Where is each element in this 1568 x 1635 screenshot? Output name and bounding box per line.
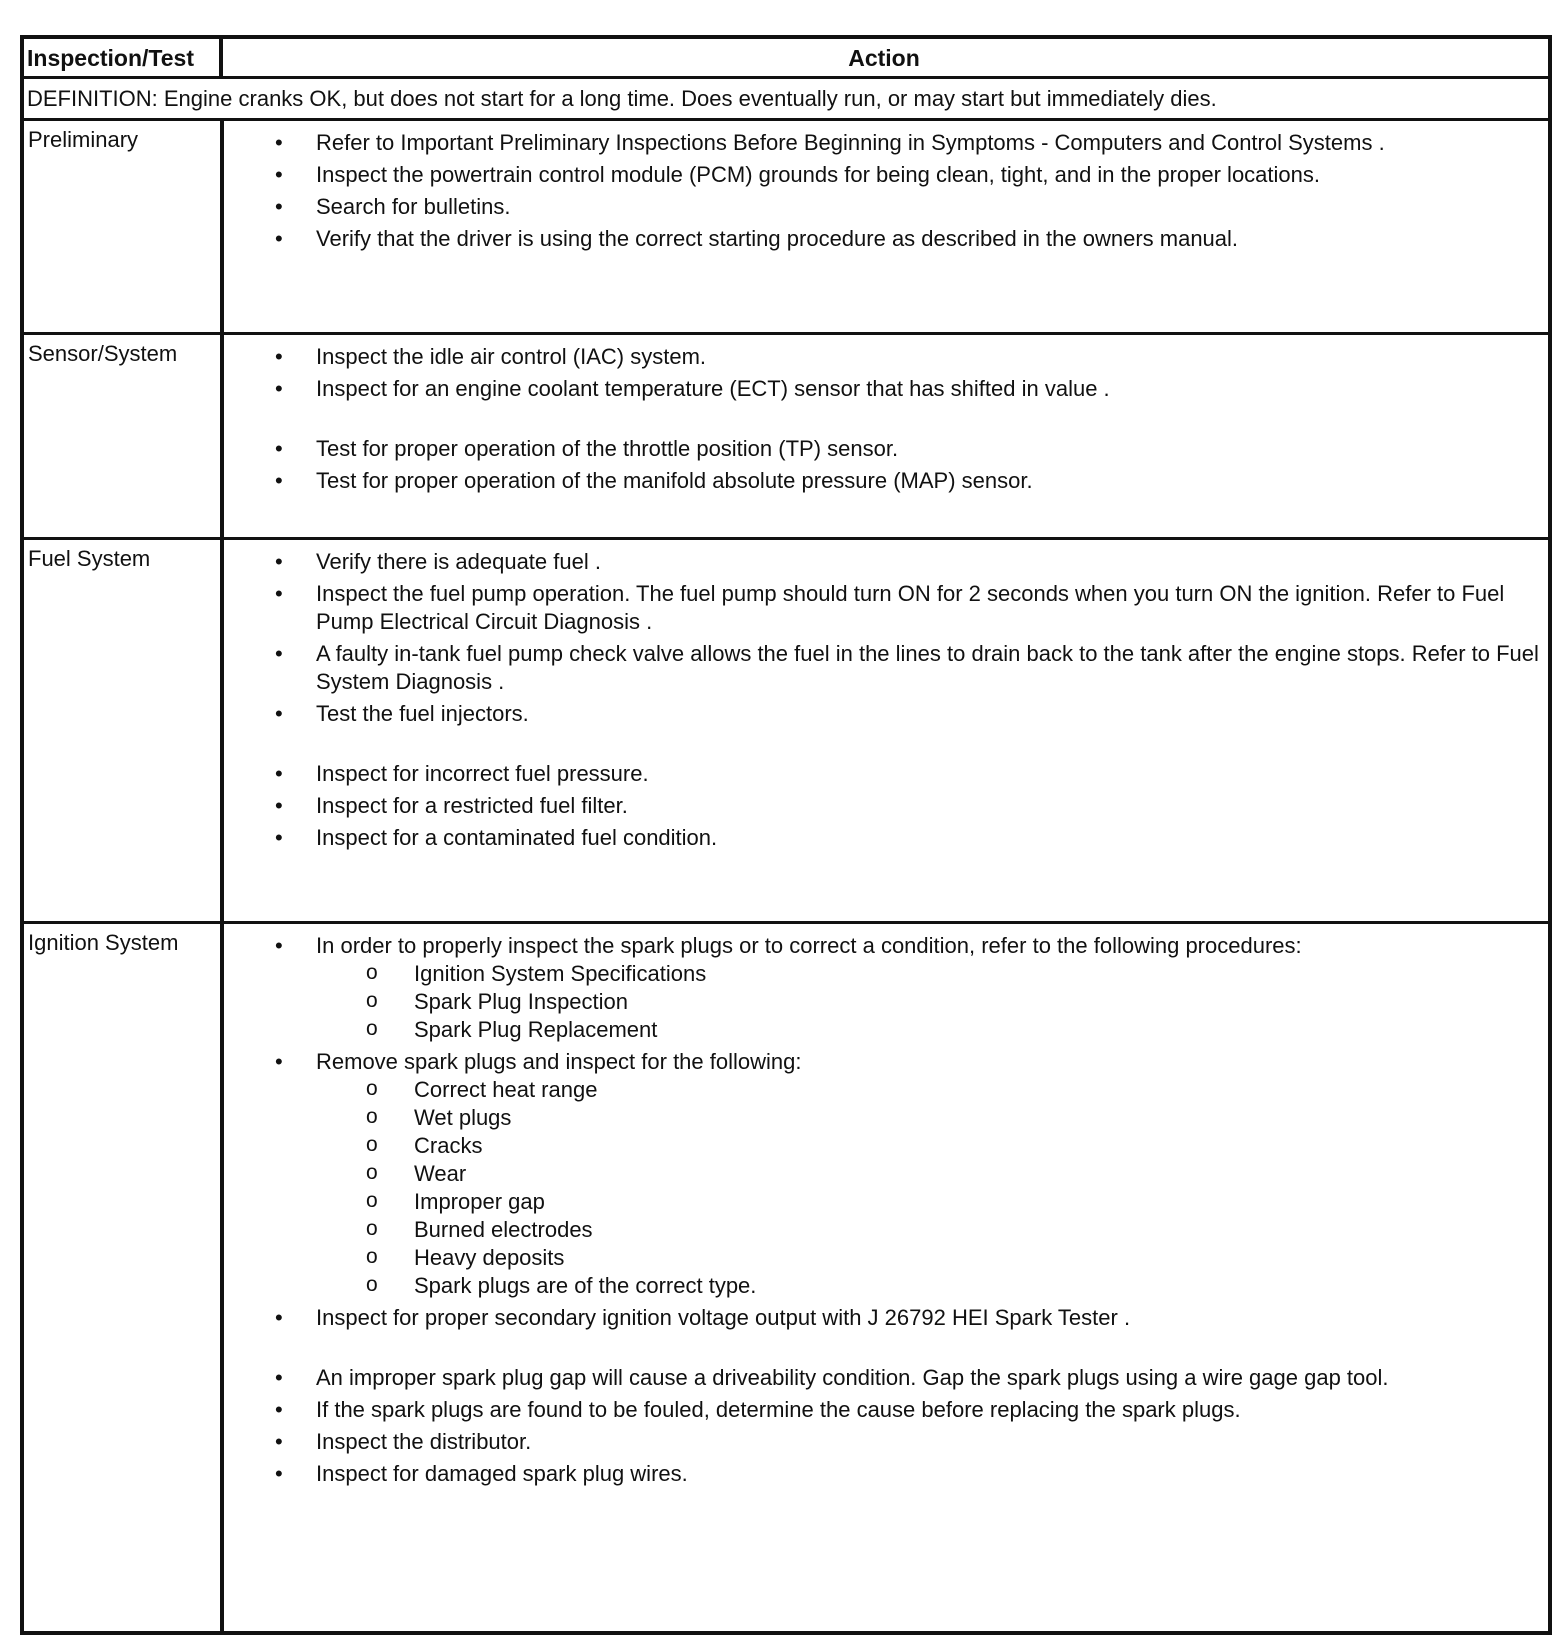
- inspection-sublist: [316, 1076, 1540, 1300]
- sub-list-item: o Ignition System Specifications: [316, 960, 1540, 988]
- list-item-text: Remove spark plugs and inspect for the following:: [316, 1049, 802, 1074]
- sub-list-item: o Spark plugs are of the correct type.: [316, 1272, 1540, 1300]
- table-row-sensor-system: [24, 335, 1548, 540]
- list-item: • Inspect for an engine coolant temperature (ECT) sensor that has shifted in value .: [220, 375, 1548, 403]
- list-item: • Inspect for a contaminated fuel condition.: [220, 824, 1548, 852]
- sub-list-item: o Wear: [316, 1160, 1540, 1188]
- list-item: • Test for proper operation of the manifold absolute pressure (MAP) sensor.: [220, 467, 1548, 495]
- ignition-list: [220, 928, 1548, 1488]
- row-label-preliminary: Preliminary: [24, 121, 224, 332]
- sub-list-item: o Spark Plug Replacement: [316, 1016, 1540, 1044]
- table-row-preliminary: [24, 121, 1548, 335]
- list-item: • An improper spark plug gap will cause a driveability condition. Gap the spark plugs using a wire gage gap tool.: [220, 1364, 1548, 1392]
- list-item: • A faulty in-tank fuel pump check valve allows the fuel in the lines to drain back to the tank after the engine stops. Refer to Fuel System Diagnosis .: [220, 640, 1548, 696]
- table-row-ignition-system: [24, 924, 1548, 1631]
- list-item: • Inspect for incorrect fuel pressure.: [220, 760, 1548, 788]
- definition-text: DEFINITION: Engine cranks OK, but does not start for a long time. Does eventually run, or may start but immediately dies.: [27, 86, 1217, 111]
- sensor-list: [220, 339, 1548, 495]
- sub-list-item: o Spark Plug Inspection: [316, 988, 1540, 1016]
- list-item: • Refer to Important Preliminary Inspections Before Beginning in Symptoms - Computers and Control Systems .: [220, 129, 1548, 157]
- sub-list-item: o Improper gap: [316, 1188, 1540, 1216]
- list-item: • Inspect the fuel pump operation. The fuel pump should turn ON for 2 seconds when you turn ON the ignition. Refer to Fuel Pump Electrical Circuit Diagnosis .: [220, 580, 1548, 636]
- header-action: Action: [848, 45, 920, 71]
- list-item: [220, 1048, 1548, 1300]
- list-item: • Inspect the distributor.: [220, 1428, 1548, 1456]
- list-item: • If the spark plugs are found to be fouled, determine the cause before replacing the spark plugs.: [220, 1396, 1548, 1424]
- table-header-row: [24, 39, 1548, 79]
- table-row-fuel-system: [24, 540, 1548, 924]
- sub-list-item: o Burned electrodes: [316, 1216, 1540, 1244]
- sub-list-item: o Wet plugs: [316, 1104, 1540, 1132]
- list-item: • Verify that the driver is using the correct starting procedure as described in the owners manual.: [220, 225, 1548, 253]
- row-label-fuel-system: Fuel System: [24, 540, 224, 921]
- list-item: • Search for bulletins.: [220, 193, 1548, 221]
- list-item: • Test the fuel injectors.: [220, 700, 1548, 728]
- list-item: • Verify there is adequate fuel .: [220, 548, 1548, 576]
- diagnostic-table: [20, 35, 1552, 1635]
- list-item: • Inspect for proper secondary ignition voltage output with J 26792 HEI Spark Tester .: [220, 1304, 1548, 1332]
- header-inspection-test: Inspection/Test: [24, 39, 223, 76]
- definition-row: [24, 79, 1548, 121]
- sub-list-item: o Cracks: [316, 1132, 1540, 1160]
- row-label-ignition-system: Ignition System: [24, 924, 224, 1631]
- list-item: • Inspect for a restricted fuel filter.: [220, 792, 1548, 820]
- list-item: • Inspect for damaged spark plug wires.: [220, 1460, 1548, 1488]
- procedures-sublist: [316, 960, 1540, 1044]
- preliminary-list: [220, 125, 1548, 253]
- row-label-sensor-system: Sensor/System: [24, 335, 224, 537]
- list-item: • Inspect the powertrain control module (PCM) grounds for being clean, tight, and in the proper locations.: [220, 161, 1548, 189]
- list-item: [220, 932, 1548, 1044]
- list-item: • Test for proper operation of the throttle position (TP) sensor.: [220, 435, 1548, 463]
- list-item-text: In order to properly inspect the spark plugs or to correct a condition, refer to the following procedures:: [316, 933, 1302, 958]
- fuel-list: [220, 544, 1548, 852]
- sub-list-item: o Heavy deposits: [316, 1244, 1540, 1272]
- sub-list-item: o Correct heat range: [316, 1076, 1540, 1104]
- list-item: • Inspect the idle air control (IAC) system.: [220, 343, 1548, 371]
